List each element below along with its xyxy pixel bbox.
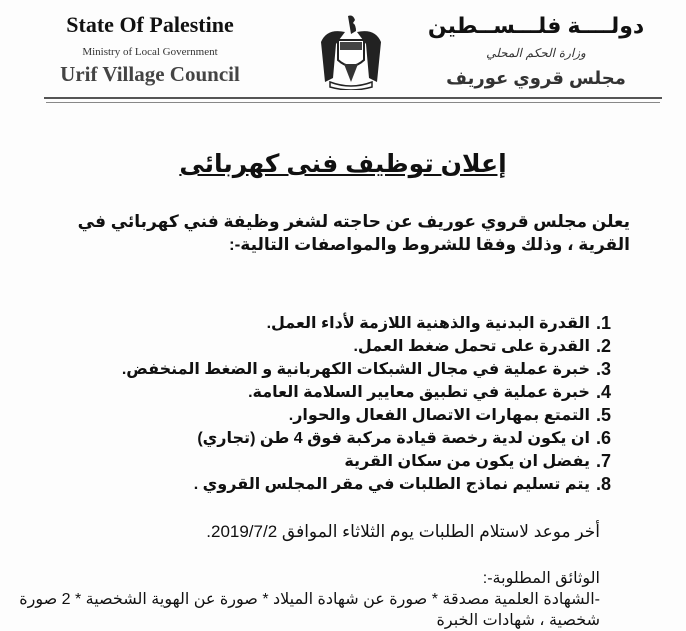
list-item [31, 404, 611, 427]
item-number: 6. [595, 428, 611, 448]
english-state-name: State Of Palestine [66, 12, 234, 37]
documents-heading: الوثائق المطلوبة-: [482, 570, 600, 587]
item-text: يتم تسليم نماذج الطلبات في مقر المجلس القروي . [193, 476, 590, 493]
closing-section [10, 520, 600, 631]
item-number: 1. [595, 313, 611, 333]
list-item [31, 312, 611, 335]
item-text: يفضل ان يكون من سكان القرية [344, 453, 590, 470]
deadline-text: أخر موعد لاستلام الطلبات يوم الثلاثاء الموافق 2019/7/2. [206, 522, 600, 541]
list-item [31, 381, 611, 404]
list-item [31, 427, 611, 450]
item-number: 3. [595, 359, 611, 379]
list-item [31, 335, 611, 358]
documents-text: -الشهادة العلمية مصدقة * صورة عن شهادة الميلاد * صورة عن الهوية الشخصية * 2 صورة شخصية ، شهادات الخبرة [19, 591, 600, 629]
item-text: القدرة على تحمل ضغط العمل. [353, 338, 590, 355]
item-number: 5. [595, 405, 611, 425]
list-item [31, 358, 611, 381]
header-divider [44, 97, 662, 99]
item-number: 2. [595, 336, 611, 356]
eagle-emblem-icon [318, 14, 384, 90]
requirements-list [31, 312, 611, 496]
announcement-title: إعلان توظيف فنى كهربائى [179, 150, 507, 178]
item-number: 7. [595, 451, 611, 471]
english-council-name: Urif Village Council [60, 62, 240, 86]
item-text: خبرة عملية في مجال الشبكات الكهربانية و الضغط المنخفض. [121, 361, 590, 378]
arabic-state-name: دولــــة فلـــســطين [427, 13, 645, 38]
english-ministry-name: Ministry of Local Government [82, 46, 218, 58]
arabic-council-name: مجلس قروي عوريف [446, 68, 626, 88]
list-item [31, 473, 611, 496]
item-text: ان يكون لدية رخصة قيادة مركبة فوق 4 طن (تجاري) [197, 430, 590, 447]
item-number: 8. [595, 474, 611, 494]
arabic-ministry-name: وزارة الحكم المحلي [486, 46, 586, 60]
item-text: خبرة عملية في تطبيق معايير السلامة العامة. [248, 384, 590, 401]
item-text: القدرة البدنية والذهنية اللازمة لأداء العمل. [266, 315, 590, 332]
item-text: التمتع بمهارات الاتصال الفعال والحوار. [288, 407, 590, 424]
item-number: 4. [595, 382, 611, 402]
intro-paragraph: يعلن مجلس قروي عوريف عن حاجته لشغر وظيفة فني كهربائي في القرية ، وذلك وفقا للشروط والمواصفات التالية-: [77, 212, 630, 254]
header-divider-thin [46, 102, 660, 103]
list-item [31, 450, 611, 473]
